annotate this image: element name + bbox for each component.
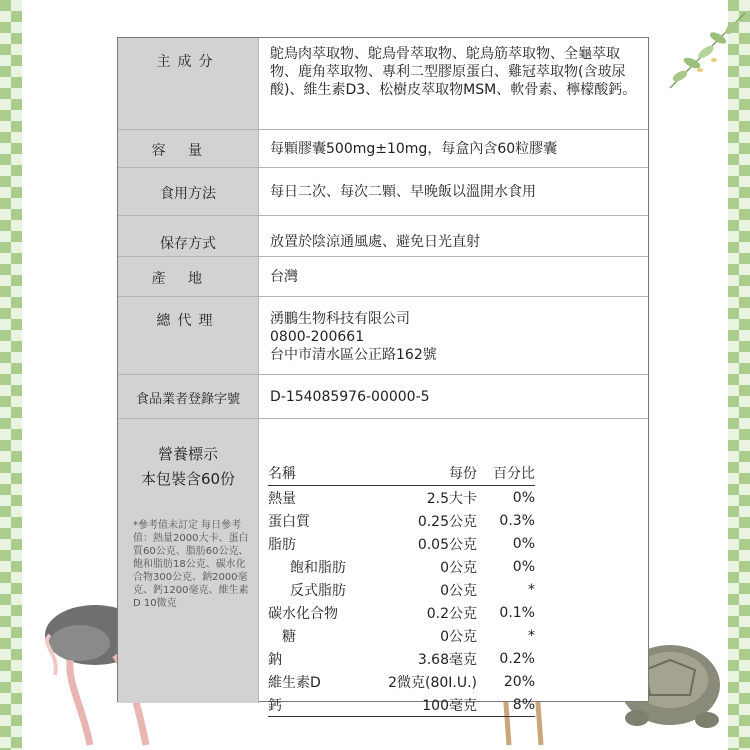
agent-company: 湧鵬生物科技有限公司	[270, 311, 410, 327]
registration-value: D-154085976-00000-5	[270, 389, 430, 405]
ingredients-label-cell	[118, 38, 259, 129]
nutrition-item-row	[268, 532, 535, 555]
product-spec-sheet	[117, 37, 649, 714]
nutrient-per-serving: 2.5大卡	[426, 490, 477, 507]
registration-row	[118, 375, 648, 419]
usage-label-cell	[118, 168, 259, 215]
nutrient-name: 鈉	[268, 651, 282, 668]
nutrition-title: 營養標示	[157, 445, 218, 463]
nutrient-name: 鈣	[268, 693, 382, 717]
nutrition-item-row	[268, 601, 535, 624]
nutrient-per-serving: 0.2公克	[426, 605, 477, 622]
capacity-label-cell	[118, 130, 259, 167]
nutrient-per-serving: 0公克	[440, 582, 477, 599]
nutrient-name: 維生素D	[268, 674, 321, 691]
right-checker-border	[728, 0, 750, 750]
nutrition-item-row	[268, 578, 535, 601]
nutrient-percent: 20%	[503, 673, 535, 690]
nutrient-name: 脂肪	[268, 536, 296, 553]
nutrient-percent: 0.2%	[499, 650, 535, 667]
nutrition-label-cell	[118, 419, 259, 703]
nutrient-name: 反式脂肪	[290, 582, 346, 599]
agent-value	[270, 310, 640, 364]
nutrition-item-row	[268, 693, 535, 717]
registration-label-cell	[118, 375, 259, 418]
nutrient-name: 糖	[282, 628, 296, 645]
nutrition-header-row	[268, 461, 535, 486]
origin-label: 產地	[151, 271, 225, 287]
nutrient-percent: 0.1%	[499, 604, 535, 621]
origin-row	[118, 257, 648, 297]
nutrient-per-serving: 0.25公克	[417, 513, 477, 530]
agent-row	[118, 297, 648, 375]
nutrient-per-serving: 100毫克	[382, 693, 477, 717]
nutrition-item-row	[268, 624, 535, 647]
usage-value: 每日二次、每次二顆、早晚飯以溫開水食用	[270, 184, 536, 200]
nutrition-servings: 本包裝含60份	[140, 470, 236, 488]
capacity-value: 每顆膠囊500mg±10mg，每盒內含60粒膠囊	[270, 141, 558, 157]
nutrition-item-row	[268, 509, 535, 532]
nutrient-per-serving: 3.68毫克	[417, 651, 477, 668]
nutrient-percent: 0.3%	[499, 512, 535, 529]
nutrition-item-row	[268, 486, 535, 510]
nutrient-per-serving: 0.05公克	[417, 536, 477, 553]
origin-value: 台灣	[270, 269, 298, 285]
nutrient-percent: 0%	[512, 558, 535, 575]
nutrient-name: 熱量	[268, 490, 296, 507]
nutrient-per-serving: 0公克	[440, 559, 477, 576]
usage-row	[118, 168, 648, 216]
ingredients-value: 鴕鳥肉萃取物、鴕鳥骨萃取物、鴕鳥筋萃取物、全龜萃取物、鹿角萃取物、專利二型膠原蛋白、雞冠萃取物(含玻尿酸)、維生素D3、松樹皮萃取物MSM、軟骨素、檸檬酸鈣。	[270, 46, 637, 98]
nutrition-row	[118, 419, 648, 714]
nutrition-reference-note: *參考值未訂定 每日參考值：熱量2000大卡、蛋白質60公克、脂肪60公克、飽和脂肪18公克、碳水化合物300公克、鈉2000毫克、鈣1200毫克、維生素D 10微克	[133, 520, 249, 609]
header-per-serving: 每份	[382, 461, 477, 486]
agent-label: 總代理	[156, 313, 220, 329]
storage-value: 放置於陰涼通風處、避免日光直射	[270, 234, 480, 250]
nutrient-percent: 0%	[512, 489, 535, 506]
agent-phone: 0800-200661	[270, 329, 365, 345]
agent-address: 台中市清水區公正路162號	[270, 347, 437, 363]
ingredients-label: 主成分	[156, 54, 220, 70]
nutrition-item-row	[268, 647, 535, 670]
nutrient-per-serving: 0公克	[440, 628, 477, 645]
capacity-label: 容量	[151, 143, 225, 159]
storage-label-cell	[118, 216, 259, 256]
origin-label-cell	[118, 257, 259, 296]
agent-label-cell	[118, 297, 259, 374]
nutrient-percent: *	[528, 627, 535, 644]
nutrient-name: 飽和脂肪	[290, 559, 346, 576]
usage-label: 食用方法	[160, 186, 216, 202]
ingredients-row	[118, 38, 648, 130]
header-name: 名稱	[268, 461, 382, 486]
storage-label: 保存方式	[160, 236, 216, 252]
nutrient-percent: 8%	[477, 693, 535, 717]
nutrient-per-serving: 2微克(80I.U.)	[388, 674, 477, 691]
nutrient-name: 碳水化合物	[268, 605, 338, 622]
left-checker-border	[0, 0, 22, 750]
nutrition-table	[268, 461, 535, 717]
nutrition-item-row	[268, 555, 535, 578]
herb-sprig-illustration	[640, 8, 750, 98]
nutrition-item-row	[268, 670, 535, 693]
capacity-row	[118, 130, 648, 168]
nutrient-percent: 0%	[512, 535, 535, 552]
nutrient-percent: *	[528, 581, 535, 598]
header-percent: 百分比	[477, 461, 535, 486]
nutrient-name: 蛋白質	[268, 513, 310, 530]
registration-label: 食品業者登錄字號	[135, 392, 240, 407]
storage-row	[118, 216, 648, 257]
